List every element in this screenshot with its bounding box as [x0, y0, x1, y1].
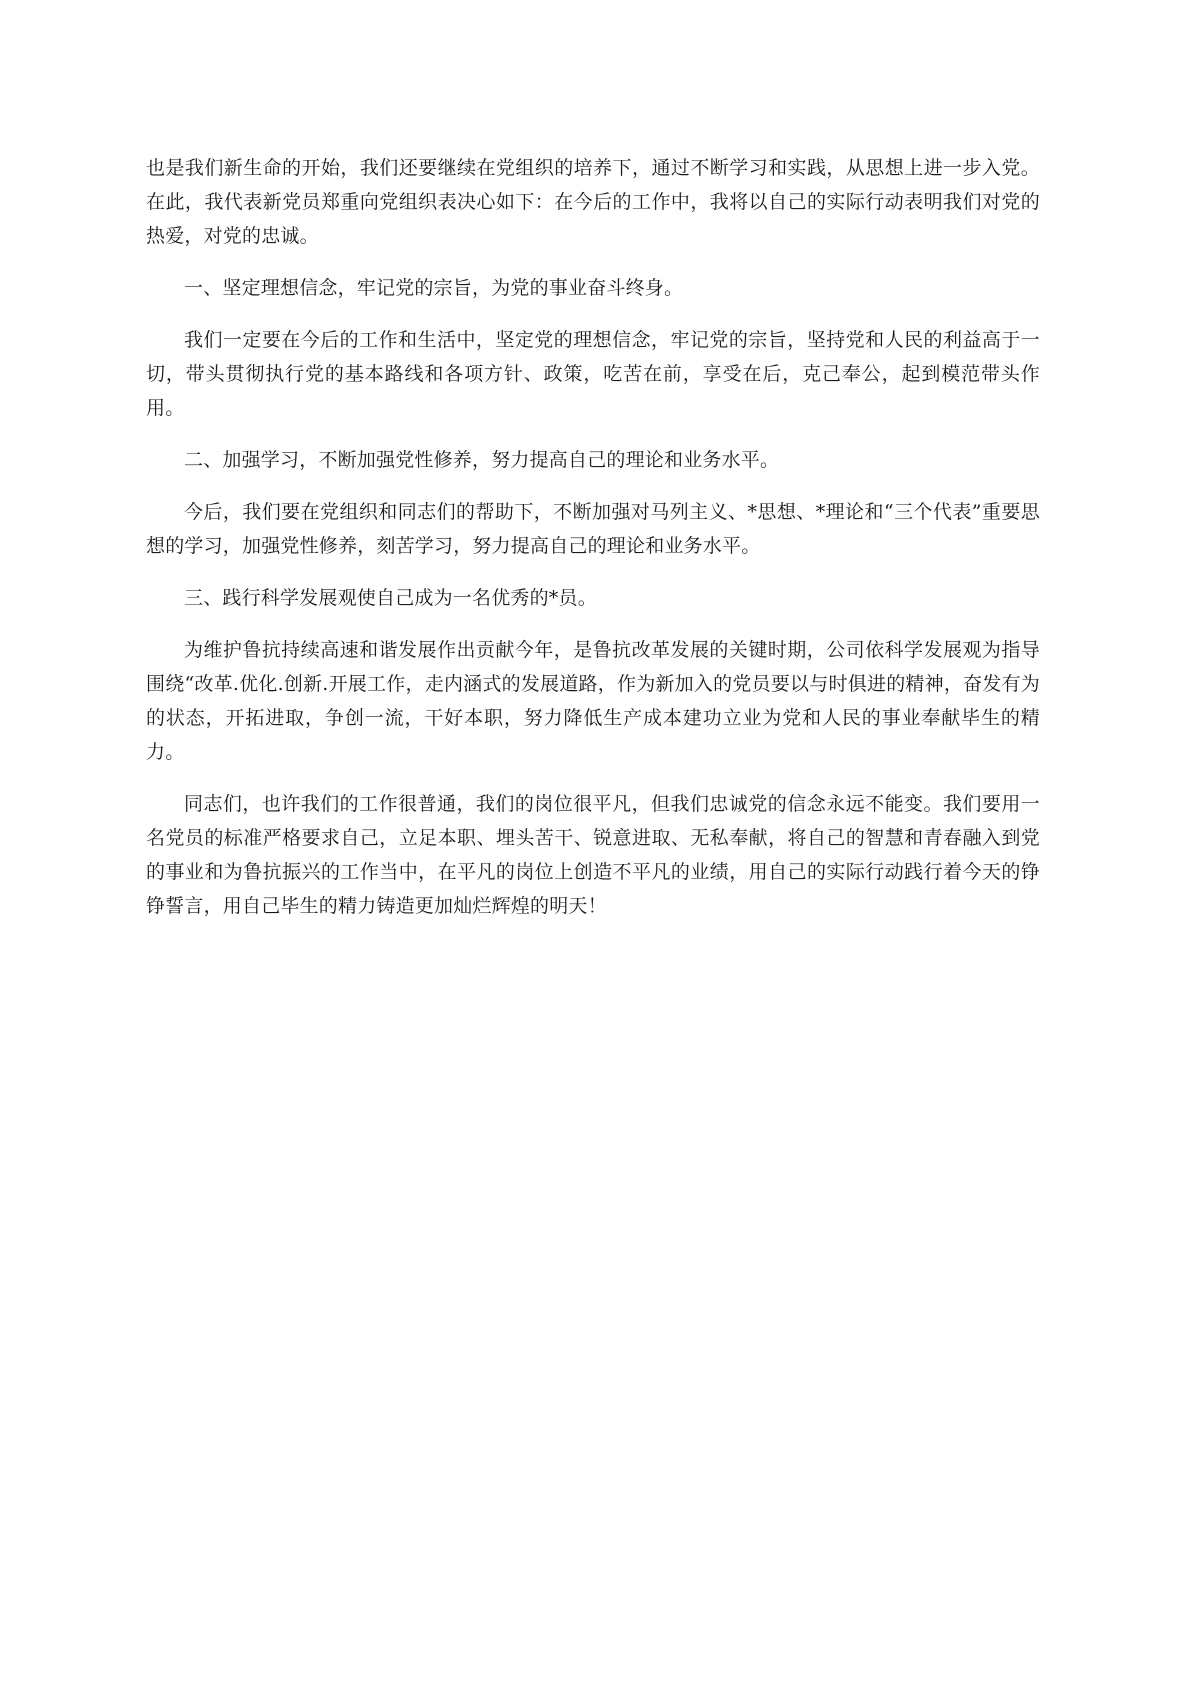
- paragraph-continuation: 也是我们新生命的开始，我们还要继续在党组织的培养下，通过不断学习和实践，从思想上进一步入党。在此，我代表新党员郑重向党组织表决心如下：在今后的工作中，我将以自己的实际行动表明我们对党的热爱，对党的忠诚。: [146, 157, 1040, 247]
- paragraph-point-three: 为维护鲁抗持续高速和谐发展作出贡献今年，是鲁抗改革发展的关键时期，公司依科学发展观为指导围绕“改革.优化.创新.开展工作，走内涵式的发展道路，作为新加入的党员要以与时俱进的精神，奋发有为的状态，开拓进取，争创一流，干好本职，努力降低生产成本建功立业为党和人民的事业奉献毕生的精力。: [146, 639, 1040, 763]
- heading-point-two: 二、加强学习，不断加强党性修养，努力提高自己的理论和业务水平。: [184, 449, 780, 471]
- paragraph-point-one: 我们一定要在今后的工作和生活中，坚定党的理想信念，牢记党的宗旨，坚持党和人民的利益高于一切，带头贯彻执行党的基本路线和各项方针、政策，吃苦在前，享受在后，克己奉公，起到模范带头作用。: [146, 329, 1040, 419]
- paragraph-point-two: 今后，我们要在党组织和同志们的帮助下，不断加强对马列主义、*思想、*理论和“三个代表”重要思想的学习，加强党性修养，刻苦学习，努力提高自己的理论和业务水平。: [146, 501, 1040, 557]
- document-body: [146, 151, 1040, 941]
- paragraph-closing: 同志们，也许我们的工作很普通，我们的岗位很平凡，但我们忠诚党的信念永远不能变。我们要用一名党员的标准严格要求自己，立足本职、埋头苦干、锐意进取、无私奉献，将自己的智慧和青春融入到党的事业和为鲁抗振兴的工作当中，在平凡的岗位上创造不平凡的业绩，用自己的实际行动践行着今天的铮铮誓言，用自己毕生的精力铸造更加灿烂辉煌的明天！: [146, 793, 1040, 917]
- heading-point-one: 一、坚定理想信念，牢记党的宗旨，为党的事业奋斗终身。: [184, 277, 684, 299]
- heading-point-three: 三、践行科学发展观使自己成为一名优秀的*员。: [184, 587, 597, 609]
